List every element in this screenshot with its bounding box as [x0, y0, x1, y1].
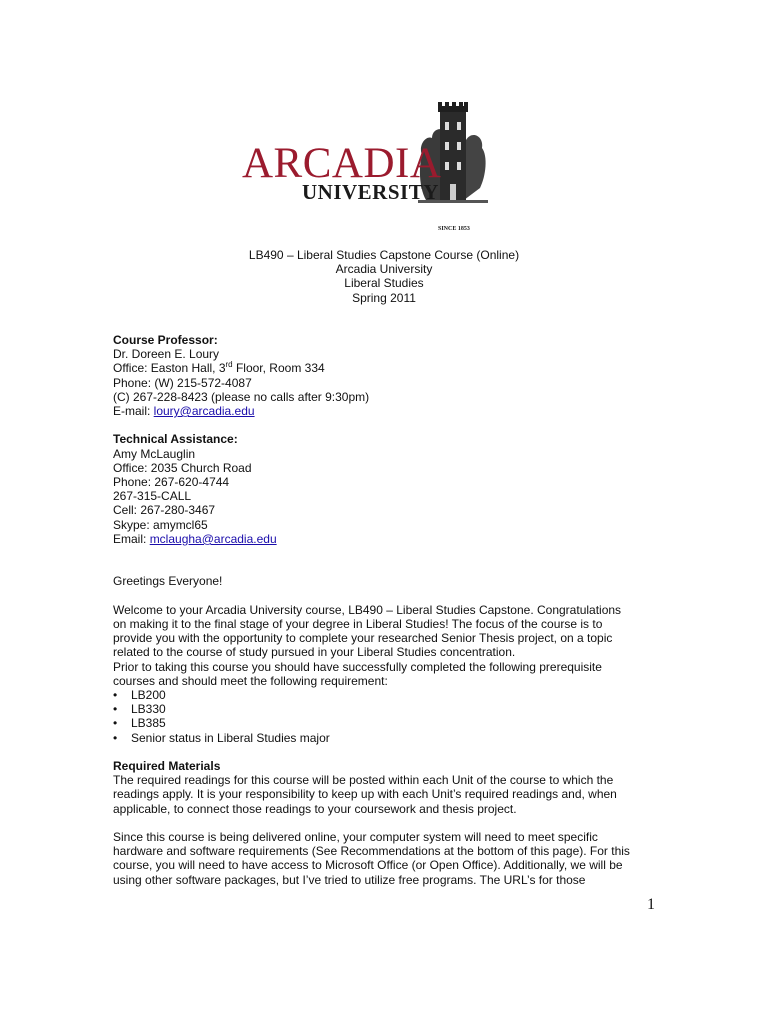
- tech-email-line: [113, 532, 663, 546]
- tech-office: Office: 2035 Church Road: [113, 460, 252, 475]
- prereq-text: Senior status in Liberal Studies major: [131, 730, 330, 745]
- email-label: Email:: [113, 531, 150, 546]
- logo-arcadia-text: ARCADIA: [242, 140, 442, 187]
- materials-heading: Required Materials: [113, 759, 221, 774]
- prereq-text: LB330: [131, 702, 166, 717]
- tech-name: Amy McLauglin: [113, 446, 196, 461]
- welcome-line: related to the course of study pursued in your Liberal Studies concentration.: [113, 645, 516, 660]
- welcome-line: courses and should meet the following requirement:: [113, 673, 388, 688]
- term: Spring 2011: [352, 290, 416, 305]
- bullet-icon: •: [113, 716, 118, 731]
- welcome-line: Prior to taking this course you should have successfully completed the following prerequisite: [113, 659, 602, 674]
- logo-university-text: UNIVERSITY: [302, 180, 439, 204]
- welcome-line: Welcome to your Arcadia University course, LB490 – Liberal Studies Capstone. Congratulations: [113, 602, 622, 617]
- tech-heading: Technical Assistance:: [113, 432, 238, 447]
- materials-line: The required readings for this course will be posted within each Unit of the course to which the: [113, 773, 614, 788]
- professor-email-link[interactable]: loury@arcadia.edu: [153, 404, 255, 419]
- prereq-text: LB200: [131, 688, 166, 703]
- online-line: hardware and software requirements (See Recommendations at the bottom of this page). For this: [113, 844, 630, 859]
- prereq-text: LB385: [131, 716, 166, 731]
- office-superscript: rd: [225, 360, 233, 370]
- tech-cell: Cell: 267-280-3467: [113, 503, 216, 518]
- document-body: [113, 333, 663, 887]
- professor-name: Dr. Doreen E. Loury: [113, 347, 220, 362]
- online-line: using other software packages, but I’ve tried to utilize free programs. The URL’s for those: [113, 872, 586, 887]
- greeting: Greetings Everyone!: [113, 574, 223, 589]
- online-line: course, you will need to have access to Microsoft Office (or Open Office). Additionally, we will be: [113, 858, 623, 873]
- office-prefix: Office: Easton Hall, 3: [113, 361, 226, 376]
- tech-phone: Phone: 267-620-4744: [113, 475, 230, 490]
- professor-heading: Course Professor:: [113, 333, 218, 347]
- email-label: E-mail:: [113, 404, 154, 419]
- tech-email-link[interactable]: mclaugha@arcadia.edu: [149, 531, 277, 546]
- materials-line: readings apply. It is your responsibility to keep up with each Unit’s required readings and, when: [113, 787, 617, 802]
- materials-line: applicable, to connect those readings to your coursework and thesis project.: [113, 801, 517, 816]
- prereq-item: [113, 731, 663, 745]
- course-title: LB490 – Liberal Studies Capstone Course (Online): [248, 248, 520, 262]
- bullet-icon: •: [113, 702, 118, 717]
- tech-skype: Skype: amymcl65: [113, 517, 208, 532]
- arcadia-logo: [242, 100, 482, 240]
- department-name: Liberal Studies: [344, 276, 424, 291]
- professor-cell: (C) 267-228-8423 (please no calls after 9:30pm): [113, 389, 370, 404]
- course-header: [0, 248, 768, 305]
- welcome-line: on making it to the final stage of your degree in Liberal Studies! The focus of the course is to: [113, 617, 603, 631]
- logo-since-text: SINCE 1853: [438, 226, 470, 232]
- welcome-line: provide you with the opportunity to complete your researched Senior Thesis project, on a topic: [113, 631, 613, 646]
- professor-phone: Phone: (W) 215-572-4087: [113, 375, 252, 390]
- prereq-item: [113, 716, 663, 730]
- online-line: Since this course is being delivered online, your computer system will need to meet specific: [113, 830, 598, 845]
- bullet-icon: •: [113, 730, 118, 745]
- prereq-item: [113, 702, 663, 716]
- bullet-icon: •: [113, 688, 118, 703]
- page-number: 1: [647, 896, 655, 913]
- prereq-item: [113, 688, 663, 702]
- university-name: Arcadia University: [335, 262, 433, 277]
- professor-office: [113, 361, 663, 375]
- tech-phone2: 267-315-CALL: [113, 489, 192, 504]
- professor-email-line: [113, 404, 663, 418]
- office-suffix: Floor, Room 334: [232, 361, 325, 376]
